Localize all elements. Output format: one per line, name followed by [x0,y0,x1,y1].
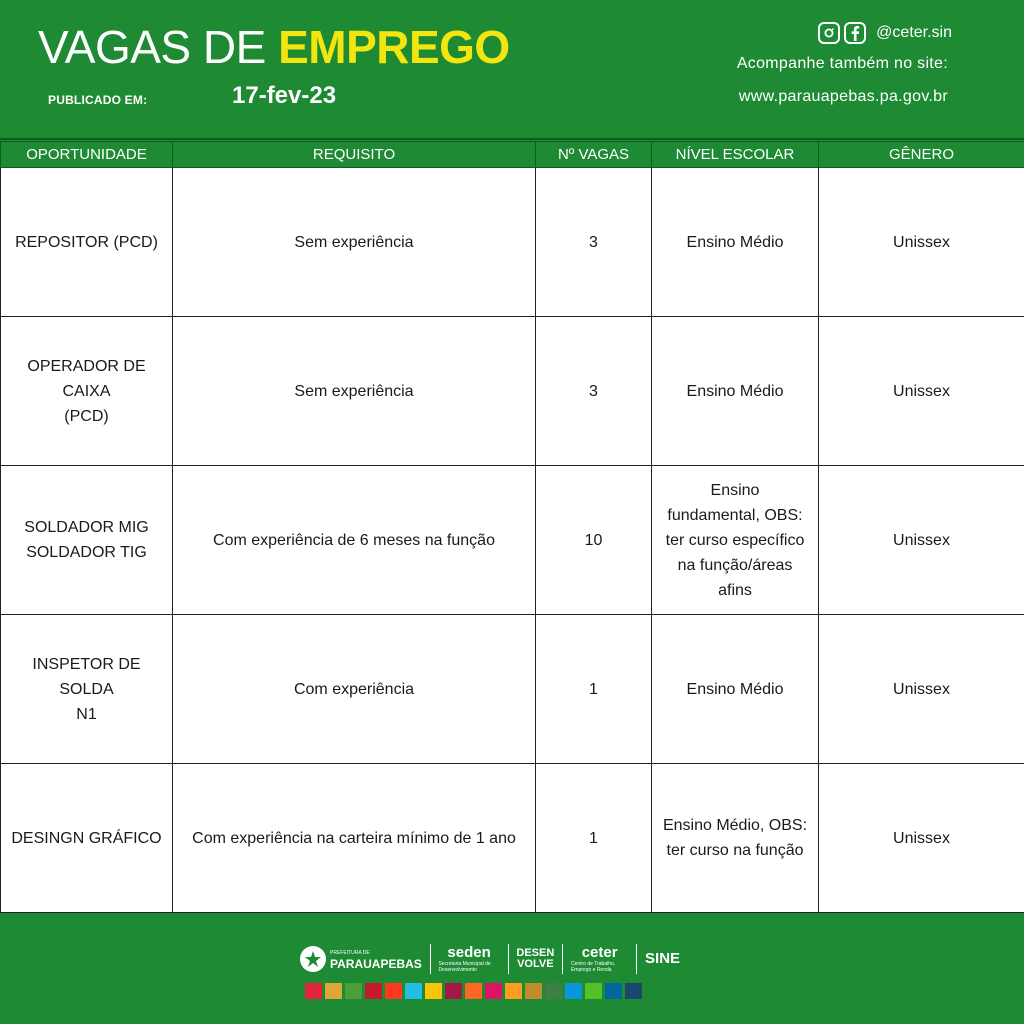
cell-text: 3 [589,382,598,400]
cell-text: 1 [589,680,598,698]
cell-requisito [173,764,536,913]
ods-goal-icon [585,983,602,999]
sine-logo [645,951,680,967]
cell-requisito [173,168,536,317]
published-date: 17-fev-23 [232,82,337,109]
cell-text: Sem experiência [294,382,414,400]
cell-genero [819,317,1024,466]
cell-vagas [536,317,652,466]
logo-divider [508,944,509,974]
table-row [1,764,1024,913]
ods-goal-icon [465,983,482,999]
column-header-nivel: NÍVEL ESCOLAR [652,142,819,168]
desenvolve-line-1: DESEN [516,947,555,959]
cell-requisito [173,466,536,615]
page-title [38,22,510,72]
cell-genero [819,615,1024,764]
cell-text: Sem experiência [294,233,414,251]
cell-text: Ensino Médio, OBS: ter curso na função [662,817,808,859]
cell-vagas [536,615,652,764]
ceter-logo [571,945,628,973]
cell-genero [819,168,1024,317]
ods-goal-icon [325,983,342,999]
ods-goal-icon [485,983,502,999]
cell-text: Com experiência [293,680,415,698]
column-header-requisito: REQUISITO [173,142,536,168]
table-row [1,466,1024,615]
cell-text: Unissex [893,829,950,847]
ods-goal-icon [445,983,462,999]
column-header-oportunidade: OPORTUNIDADE [1,142,173,168]
desenvolve-logo [516,948,554,970]
title-part-2: EMPREGO [278,21,510,73]
cell-text: Unissex [893,233,950,251]
cell-text: 1 [589,829,598,847]
cell-text: DESINGN GRÁFICO [11,829,162,847]
prefeitura-small: PREFEITURA DE [330,949,370,956]
footer [0,917,1024,1024]
cell-requisito [173,317,536,466]
cell-vagas [536,466,652,615]
cell-text: SOLDADOR MIG SOLDADOR TIG [24,519,149,561]
table-row [1,168,1024,317]
cell-text: Com experiência de 6 meses na função [213,531,495,549]
cell-nivel [652,615,819,764]
cell-oportunidade [1,466,173,615]
cell-text: Unissex [893,382,950,400]
cell-vagas [536,764,652,913]
cell-genero [819,466,1024,615]
prefeitura-name-block [330,948,422,971]
ods-goal-icon [605,983,622,999]
cell-genero [819,764,1024,913]
ods-goal-icon [345,983,362,999]
desenvolve-line-2: VOLVE [517,958,554,970]
cell-oportunidade [1,764,173,913]
cell-nivel [652,764,819,913]
column-header-vagas: Nº VAGAS [536,142,652,168]
star-icon [300,946,326,972]
cell-text: Com experiência na carteira mínimo de 1 ano [192,829,516,847]
partner-logos [300,939,680,979]
social-handle[interactable]: @ceter.sin [876,24,952,41]
ods-goal-icon [425,983,442,999]
ods-goal-icon [305,983,322,999]
cell-oportunidade [1,615,173,764]
table-row [1,317,1024,466]
seden-name: seden [447,944,491,961]
cell-oportunidade [1,168,173,317]
cell-requisito [173,615,536,764]
header [0,0,1024,140]
cell-vagas [536,168,652,317]
cell-text: INSPETOR DE SOLDA N1 [32,655,141,723]
logo-divider [562,944,563,974]
cell-oportunidade [1,317,173,466]
cell-text: Ensino Médio [686,680,784,698]
ods-goal-icon [405,983,422,999]
cell-nivel [652,168,819,317]
sine-name: SINE [645,950,681,967]
cell-text: Ensino Médio [686,382,784,400]
cell-text: REPOSITOR (PCD) [15,233,158,251]
ods-goal-icon [385,983,402,999]
ods-goal-icon [545,983,562,999]
column-header-genero: GÊNERO [819,142,1024,168]
ods-goal-icon [365,983,382,999]
site-link[interactable]: www.parauapebas.pa.gov.br [738,88,948,105]
table-row [1,615,1024,764]
cell-text: 10 [584,531,603,549]
cell-text: 3 [589,233,598,251]
ods-goal-icon [525,983,542,999]
cell-text: Ensino Médio [686,233,784,251]
logo-divider [430,944,431,974]
seden-sub: Secretaria Municipal de Desenvolvimento [438,961,491,973]
logo-divider [636,944,637,974]
ods-goal-icon [565,983,582,999]
instagram-icon[interactable] [818,22,840,44]
cell-text: Ensino fundamental, OBS: ter curso específico na função/áreas afins [665,481,805,599]
cell-text: OPERADOR DE CAIXA (PCD) [27,357,146,425]
cell-nivel [652,317,819,466]
follow-text: Acompanhe também no site: [736,55,948,72]
social-links [818,20,952,46]
facebook-icon[interactable] [844,22,866,44]
jobs-table-wrap [0,141,1024,913]
cell-text: Unissex [893,531,950,549]
ods-goal-icon [625,983,642,999]
jobs-table [0,141,1024,913]
ods-goal-icon [505,983,522,999]
seden-logo [438,945,499,973]
published-label: PUBLICADO EM: [48,93,148,107]
cell-text: Unissex [893,680,950,698]
ceter-name: ceter [581,944,618,961]
prefeitura-logo [300,946,422,972]
ods-icons-strip [305,983,642,999]
ceter-sub: Centro de Trabalho, Emprego e Renda [570,961,616,973]
cell-nivel [652,466,819,615]
table-header-row [1,142,1024,168]
prefeitura-name: PARAUAPEBAS [330,956,422,971]
title-part-1: VAGAS DE [38,21,279,73]
